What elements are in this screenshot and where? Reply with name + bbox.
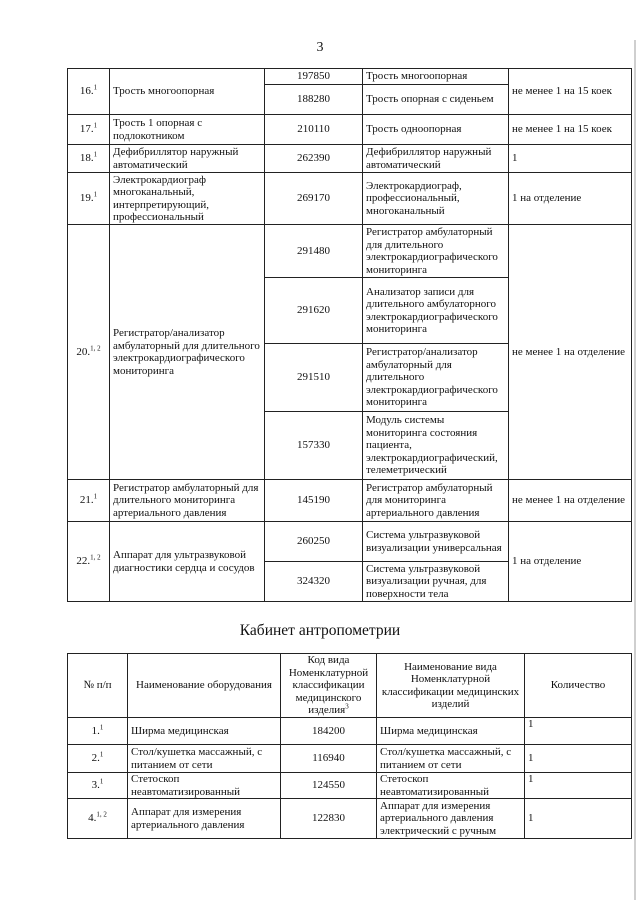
nomenclature-name: Стетоскоп неавтоматизированный [377,773,525,799]
equipment-name: Электрокардиограф многоканальный, интерпретирующий, профессиональный [110,173,265,225]
row-number: 4.$^{1, 2}$ [68,799,128,839]
row-number: 17.$^1$ [68,115,110,145]
table-row [68,745,632,773]
nomenclature-code: 269170 [265,173,363,225]
nomenclature-name: Стол/кушетка массажный, с питанием от сети [377,745,525,773]
nomenclature-name: Анализатор записи для длительного амбулаторного электрокардиографического мониторинга [363,278,509,344]
header-name: Наименование оборудования [128,654,281,718]
table-row [68,799,632,839]
equipment-name: Стол/кушетка массажный, с питанием от сети [128,745,281,773]
quantity: 1 [525,799,632,839]
row-number: 20.$^{1, 2}$ [68,225,110,480]
nomenclature-code: 116940 [281,745,377,773]
header-code: Код вида Номенклатурной классификации медицинского изделия$^3$ [281,654,377,718]
quantity: 1 [525,773,632,799]
nomenclature-code: 291620 [265,278,363,344]
table-row [68,115,632,145]
nomenclature-code: 157330 [265,412,363,480]
quantity: не менее 1 на отделение [509,225,632,480]
quantity: не менее 1 на отделение [509,480,632,522]
quantity: 1 [509,145,632,173]
nomenclature-name: Регистратор/анализатор амбулаторный для длительного электрокардиографического мониторинга [363,344,509,412]
nomenclature-name: Трость многоопорная [363,69,509,85]
equipment-name: Ширма медицинская [128,718,281,745]
row-number: 18.$^1$ [68,145,110,173]
header-num: № п/п [68,654,128,718]
nomenclature-code: 324320 [265,562,363,602]
table-row [68,718,632,745]
nomenclature-name: Ширма медицинская [377,718,525,745]
row-number: 1.$^1$ [68,718,128,745]
table-row [68,522,632,562]
quantity: 1 [525,745,632,773]
nomenclature-code: 124550 [281,773,377,799]
header-desc: Наименование вида Номенклатурной классификации медицинских изделий [377,654,525,718]
row-number: 2.$^1$ [68,745,128,773]
row-number: 19.$^1$ [68,173,110,225]
equipment-name: Регистратор/анализатор амбулаторный для длительного электрокардиографического мониторинга [110,225,265,480]
nomenclature-name: Регистратор амбулаторный для мониторинга артериального давления [363,480,509,522]
equipment-name: Регистратор амбулаторный для длительного мониторинга артериального давления [110,480,265,522]
table-row [68,480,632,522]
nomenclature-name: Аппарат для измерения артериального давления электрический с ручным [377,799,525,839]
equipment-name: Стетоскоп неавтоматизированный [128,773,281,799]
nomenclature-name: Дефибриллятор наружный автоматический [363,145,509,173]
table-row [68,69,632,85]
anthropometry-table [67,653,632,839]
row-number: 21.$^1$ [68,480,110,522]
nomenclature-code: 291510 [265,344,363,412]
quantity: 1 на отделение [509,173,632,225]
nomenclature-name: Система ультразвуковой визуализации универсальная [363,522,509,562]
nomenclature-code: 188280 [265,85,363,115]
equipment-name: Дефибриллятор наружный автоматический [110,145,265,173]
nomenclature-code: 184200 [281,718,377,745]
table-row [68,773,632,799]
nomenclature-name: Модуль системы мониторинга состояния пациента, электрокардиографический, телеметрический [363,412,509,480]
equipment-name: Трость 1 опорная с подлокотником [110,115,265,145]
nomenclature-name: Система ультразвуковой визуализации ручная, для поверхности тела [363,562,509,602]
quantity: не менее 1 на 15 коек [509,115,632,145]
section-title: Кабинет антропометрии [239,622,401,639]
nomenclature-name: Трость опорная с сиденьем [363,85,509,115]
nomenclature-code: 291480 [265,225,363,278]
nomenclature-name: Регистратор амбулаторный для длительного электрокардиографического мониторинга [363,225,509,278]
table-row [68,173,632,225]
scan-edge-line [634,40,636,900]
nomenclature-code: 260250 [265,522,363,562]
nomenclature-name: Трость одноопорная [363,115,509,145]
nomenclature-name: Электрокардиограф, профессиональный, многоканальный [363,173,509,225]
table-header-row [68,654,632,718]
table-row [68,225,632,278]
quantity: не менее 1 на 15 коек [509,69,632,115]
quantity: 1 на отделение [509,522,632,602]
nomenclature-code: 122830 [281,799,377,839]
equipment-name: Аппарат для ультразвуковой диагностики сердца и сосудов [110,522,265,602]
quantity: 1 [525,718,632,745]
nomenclature-code: 262390 [265,145,363,173]
row-number: 22.$^{1, 2}$ [68,522,110,602]
equipment-table [67,68,632,602]
row-number: 16.$^1$ [68,69,110,115]
equipment-name: Аппарат для измерения артериального давления [128,799,281,839]
table-row [68,145,632,173]
header-qty: Количество [525,654,632,718]
nomenclature-code: 145190 [265,480,363,522]
row-number: 3.$^1$ [68,773,128,799]
nomenclature-code: 210110 [265,115,363,145]
page-number: 3 [316,40,324,55]
equipment-name: Трость многоопорная [110,69,265,115]
nomenclature-code: 197850 [265,69,363,85]
